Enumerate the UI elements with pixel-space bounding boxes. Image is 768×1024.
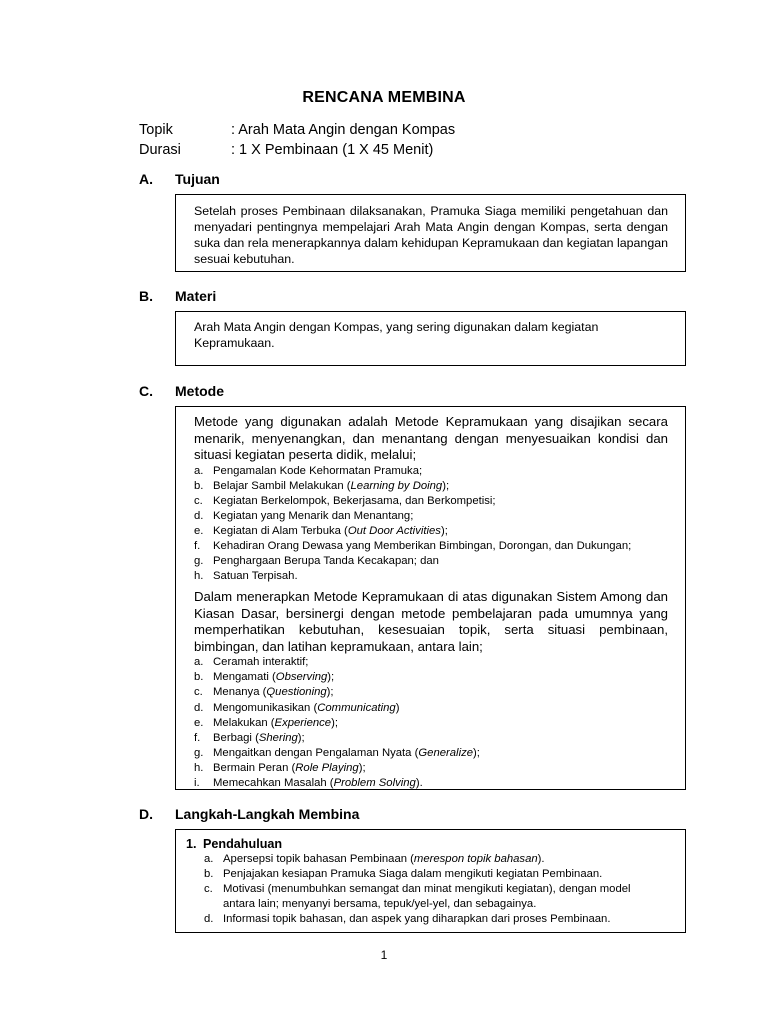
- page-title: RENCANA MEMBINA: [302, 89, 466, 106]
- metode-intro: Metode yang digunakan adalah Metode Kepramukaan yang disajikan secara menarik, menyenangkan, dan menantang dengan menyesuaikan kondisi dan situasi kegiatan peserta didik, melalui;: [194, 414, 668, 462]
- metode-box: [175, 406, 686, 790]
- list-item-suffix: );: [473, 746, 480, 759]
- list-item-text: Penjajakan kesiapan Pramuka Siaga dalam mengikuti kegiatan Pembinaan.: [223, 868, 603, 881]
- langkah-box: [175, 829, 686, 933]
- list-item: [194, 479, 668, 494]
- page-number: 1: [380, 948, 388, 962]
- list-item: [204, 867, 645, 882]
- pembelajaran-list: [194, 655, 668, 791]
- tujuan-text: Setelah proses Pembinaan dilaksanakan, Pramuka Siaga memiliki pengetahuan dan menyadari pentingnya mempelajari Arah Mata Angin dengan Kompas, serta dengan suka dan rela menerapkannya dalam kehidupan Kepramukaan dan kegiatan lapangan sesuai kebutuhan.: [194, 204, 668, 266]
- list-marker: g.: [194, 746, 204, 759]
- list-item: [194, 776, 668, 791]
- list-item: [194, 746, 668, 761]
- list-item: [204, 912, 645, 927]
- list-item-suffix: ).: [537, 853, 545, 865]
- list-marker: f.: [194, 539, 201, 552]
- section-letter: A.: [139, 171, 153, 187]
- list-marker: c.: [194, 686, 203, 699]
- subsection-number: 1.: [186, 837, 197, 851]
- list-marker: c.: [194, 494, 203, 507]
- list-item-suffix: ).: [415, 777, 423, 789]
- list-item-suffix: );: [358, 761, 366, 774]
- list-item-text: Pengamalan Kode Kehormatan Pramuka;: [213, 464, 423, 477]
- list-item-text: Penghargaan Berupa Tanda Kecakapan; dan: [213, 555, 439, 568]
- list-item: [204, 882, 645, 912]
- list-marker: c.: [204, 883, 213, 896]
- section-letter: C.: [139, 383, 153, 399]
- list-item-italic: Problem Solving: [333, 777, 416, 789]
- list-item: [194, 494, 668, 509]
- list-marker: h.: [194, 761, 204, 774]
- section-heading-metode: [139, 383, 224, 399]
- list-item-text: Kehadiran Orang Dewasa yang Memberikan Bimbingan, Dorongan, dan Dukungan;: [213, 539, 632, 552]
- list-item-suffix: );: [331, 716, 338, 729]
- list-item: [194, 670, 668, 685]
- meta-durasi: [139, 142, 433, 158]
- list-item-suffix: );: [297, 731, 305, 744]
- list-item-italic: Observing: [275, 671, 328, 684]
- list-item-text: Mengamati (: [213, 671, 276, 684]
- meta-key: Topik: [139, 122, 173, 138]
- list-item: [194, 655, 668, 670]
- list-item: [204, 852, 645, 867]
- list-item-italic: Learning by Doing: [350, 479, 443, 492]
- list-marker: d.: [194, 701, 204, 714]
- meta-topik: [139, 122, 455, 138]
- list-item: [194, 509, 668, 524]
- list-marker: g.: [194, 555, 204, 568]
- list-marker: f.: [194, 731, 201, 744]
- list-item-italic: Generalize: [418, 746, 474, 759]
- section-title: Tujuan: [175, 171, 220, 187]
- list-marker: d.: [194, 509, 204, 522]
- list-item-text: Ceramah interaktif;: [213, 656, 309, 669]
- list-item: [194, 554, 668, 569]
- list-item-suffix: );: [440, 524, 448, 537]
- metode-paragraph-2: Dalam menerapkan Metode Kepramukaan di atas digunakan Sistem Among dan Kiasan Dasar, bersinergi dengan metode pembelajaran pada umumnya yang memperhatikan kebutuhan, kesesuaian topik, serta situasi pembinaan, bimbingan, dan latihan kepramukaan, antara lain;: [194, 589, 668, 654]
- list-item-italic: Experience: [274, 716, 332, 729]
- list-item: [194, 731, 668, 746]
- list-item-text: Memecahkan Masalah (: [213, 777, 334, 789]
- list-marker: d.: [204, 913, 214, 926]
- list-item-suffix: );: [326, 686, 334, 699]
- list-item: [194, 539, 668, 554]
- section-title: Materi: [175, 288, 217, 304]
- list-item-italic: Communicating: [317, 701, 396, 714]
- list-item-text: Menanya (: [213, 686, 267, 699]
- list-item-suffix: );: [442, 479, 450, 492]
- list-item-text: Kegiatan Berkelompok, Bekerjasama, dan Berkompetisi;: [213, 494, 496, 507]
- list-marker: i.: [194, 777, 200, 789]
- section-title: Langkah-Langkah Membina: [175, 806, 360, 822]
- list-marker: b.: [194, 671, 204, 684]
- list-marker: b.: [204, 868, 214, 881]
- list-marker: e.: [194, 716, 204, 729]
- materi-text: Arah Mata Angin dengan Kompas, yang sering digunakan dalam kegiatan Kepramukaan.: [194, 320, 599, 350]
- list-item: [194, 761, 668, 776]
- list-marker: a.: [194, 464, 204, 477]
- list-item-text: Berbagi (: [213, 731, 259, 744]
- section-letter: D.: [139, 806, 153, 822]
- list-item-suffix: ): [395, 701, 400, 714]
- list-item-text: Melakukan (: [213, 716, 275, 729]
- list-item: [194, 569, 668, 584]
- section-heading-langkah: [139, 806, 359, 822]
- list-item-text: Informasi topik bahasan, dan aspek yang diharapkan dari proses Pembinaan.: [223, 913, 611, 926]
- list-marker: e.: [194, 524, 204, 537]
- subsection-label: Pendahuluan: [203, 837, 283, 851]
- list-item-italic: Questioning: [266, 686, 327, 699]
- list-item: [194, 716, 668, 731]
- list-item: [194, 464, 668, 479]
- meta-value: : 1 X Pembinaan (1 X 45 Menit): [231, 142, 434, 158]
- list-item-italic: Out Door Activities: [347, 524, 441, 537]
- metode-list: [194, 464, 668, 585]
- section-title: Metode: [175, 383, 224, 399]
- list-item-suffix: );: [327, 671, 335, 684]
- meta-key: Durasi: [139, 142, 181, 158]
- section-letter: B.: [139, 288, 153, 304]
- list-item-italic: merespon topik bahasan: [413, 853, 538, 865]
- materi-box: [175, 311, 686, 366]
- subsection-title: [186, 836, 645, 852]
- list-item-text: Bermain Peran (: [213, 761, 296, 774]
- section-heading-materi: [139, 288, 216, 304]
- list-item: [194, 685, 668, 700]
- pendahuluan-steps: [204, 852, 645, 927]
- list-item-text: Mengaitkan dengan Pengalaman Nyata (: [213, 746, 419, 759]
- list-item-text: Belajar Sambil Melakukan (: [213, 479, 351, 492]
- list-marker: b.: [194, 479, 204, 492]
- list-item: [194, 524, 668, 539]
- list-marker: a.: [194, 656, 204, 669]
- list-item-text: Apersepsi topik bahasan Pembinaan (: [223, 853, 414, 865]
- list-item-text: Mengomunikasikan (: [213, 701, 318, 714]
- list-item-italic: Shering: [258, 731, 298, 744]
- list-marker: h.: [194, 570, 204, 583]
- meta-value: : Arah Mata Angin dengan Kompas: [231, 122, 456, 138]
- list-item-text: Kegiatan yang Menarik dan Menantang;: [213, 509, 414, 522]
- list-item: [194, 701, 668, 716]
- tujuan-box: [175, 194, 686, 272]
- section-heading-tujuan: [139, 171, 220, 187]
- list-item-text: Satuan Terpisah.: [213, 570, 298, 583]
- list-item-italic: Role Playing: [295, 761, 359, 774]
- list-item-text: Motivasi (menumbuhkan semangat dan minat mengikuti kegiatan), dengan model antara lain; menyanyi bersama, tepuk/yel-yel, dan sebagainya.: [223, 883, 631, 911]
- list-item-text: Kegiatan di Alam Terbuka (: [213, 524, 348, 537]
- list-marker: a.: [204, 853, 214, 865]
